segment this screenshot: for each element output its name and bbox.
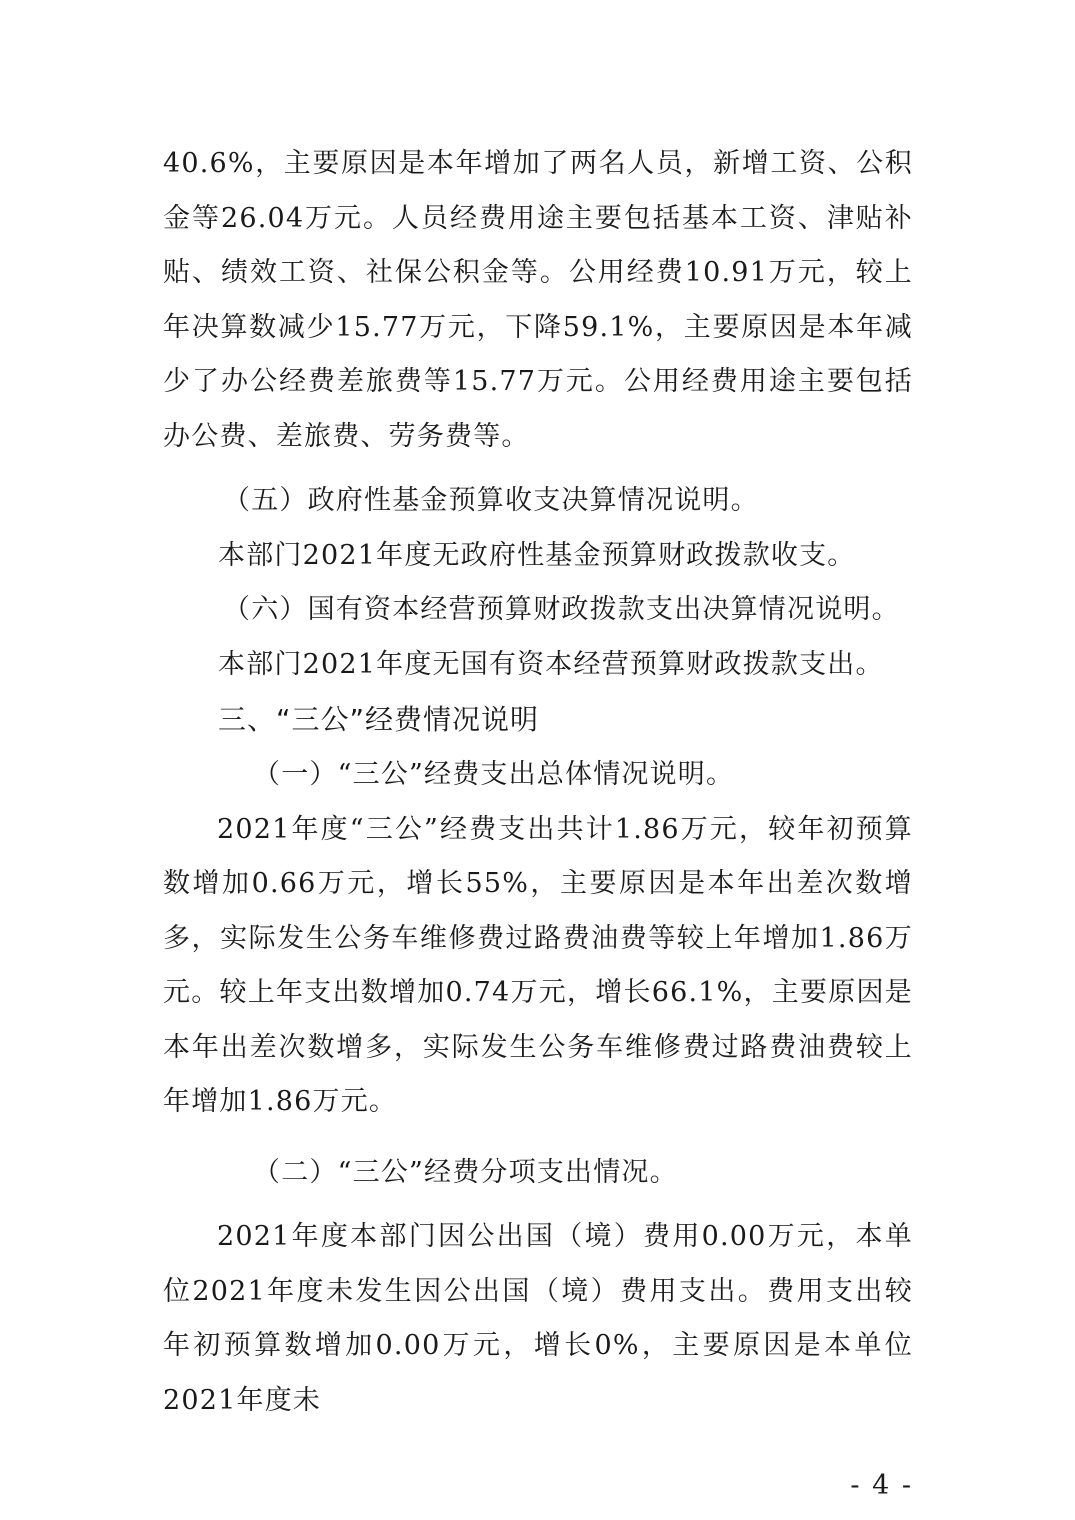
paragraph-three-public-itemized: 2021年度本部门因公出国（境）费用0.00万元，本单位2021年度未发生因公出国（境）费用支出。费用支出较年初预算数增加0.00万元，增长0%，主要原因是本单位2021年度未	[163, 1221, 913, 1416]
document-body	[163, 137, 913, 1428]
paragraph-state-capital-budget: 本部门2021年度无国有资本经营预算财政拨款支出。	[218, 648, 884, 680]
heading-state-capital-budget: （六）国有资本经营预算财政拨款支出决算情况说明。	[223, 594, 900, 625]
page-number: - 4 -	[850, 1470, 913, 1501]
paragraph-three-public-overall: 2021年度“三公”经费支出共计1.86万元，较年初预算数增加0.66万元，增长55%，主要原因是本年出差次数增多，实际发生公务车维修费过路费油费等较上年增加1.86万元。较上年支出数增加0.74万元，增长66.1%，主要原因是本年出差次数增多，实际发生公务车维修费过路费油费较上年增加1.86万元。	[163, 813, 913, 1117]
heading-three-public-itemized: （二）“三公”经费分项支出情况。	[253, 1156, 678, 1188]
heading-government-fund-budget: （五）政府性基金预算收支决算情况说明。	[223, 485, 759, 516]
paragraph-personnel-expenses: 40.6%，主要原因是本年增加了两名人员，新增工资、公积金等26.04万元。人员经费用途主要包括基本工资、津贴补贴、绩效工资、社保公积金等。公用经费10.91万元，较上年决算数减少15.77万元，下降59.1%，主要原因是本年减少了办公经费差旅费等15.77万元。公用经费用途主要包括办公费、差旅费、劳务费等。	[163, 148, 913, 452]
heading-three-public-overall: （一）“三公”经费支出总体情况说明。	[253, 759, 735, 790]
section-title-three-public: 三、“三公”经费情况说明	[218, 703, 540, 736]
paragraph-government-fund-budget: 本部门2021年度无政府性基金预算财政拨款收支。	[218, 539, 856, 571]
